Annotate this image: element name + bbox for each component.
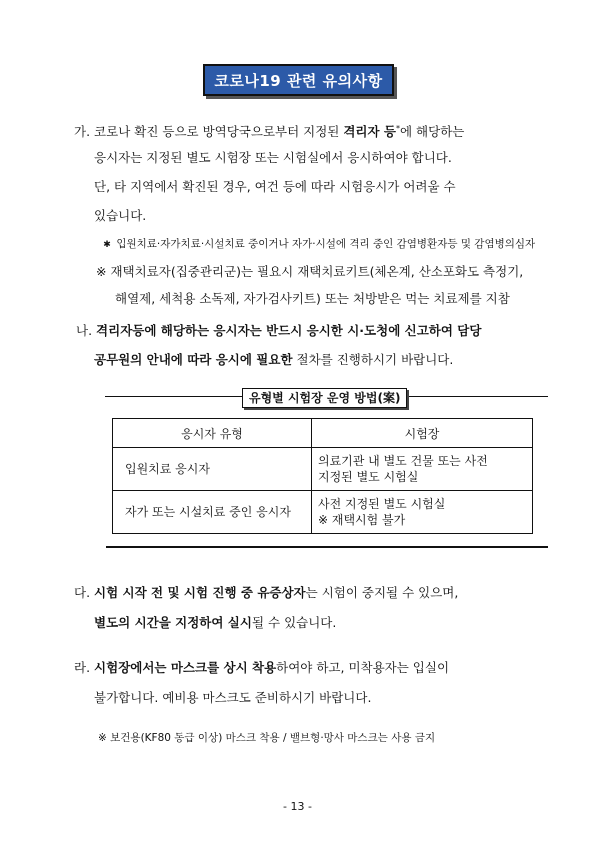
table-cell-site — [312, 448, 533, 491]
mask-note: ※ 보건용(KF80 동급 이상) 마스크 착용 / 밸브형·망사 마스크는 사용 금지 — [98, 732, 436, 744]
note-home-treatment-2: 해열제, 세척용 소독제, 자가검사키트) 또는 처방받은 먹는 치료제를 지참 — [115, 291, 510, 306]
section-da-line-2 — [94, 615, 336, 631]
section-da-line-1 — [74, 585, 458, 601]
section-na-bold-2: 공무원의 안내에 따라 응시에 필요한 — [94, 352, 293, 367]
section-na-line-2 — [94, 352, 453, 368]
table-header-type: 응시자 유형 — [113, 419, 312, 448]
page-number: - 13 - — [283, 800, 312, 813]
section-ga-marker: 가. — [74, 124, 91, 140]
footnote-text: 입원치료·자가치료·시설치료 중이거나 자가·시설에 격리 중인 감염병환자등 및 감염병의심자 — [116, 238, 536, 250]
section-na-bold-1: 격리자등에 해당하는 응시자는 반드시 응시한 시·도청에 신고하여 담당 — [96, 323, 482, 338]
table-cell-type: 자가 또는 시설치료 중인 응시자 — [113, 491, 312, 534]
section-na-text: 절차를 진행하시기 바랍니다. — [292, 352, 454, 367]
section-da-text-2: 될 수 있습니다. — [251, 615, 337, 630]
section-da-marker: 다. — [74, 585, 91, 600]
section-ra-line-2: 불가합니다. 예비용 마스크도 준비하시기 바랍니다. — [94, 690, 372, 705]
table-header-site: 시험장 — [312, 419, 533, 448]
table-cell-site-line: 의료기관 내 별도 건물 또는 사전 — [318, 454, 488, 468]
section-ra-marker: 라. — [74, 660, 91, 675]
table-row — [113, 448, 533, 491]
section-ra-line-1 — [74, 660, 449, 676]
table-cell-site-line: 지정된 별도 시험실 — [318, 470, 419, 484]
footnote — [101, 236, 535, 253]
table-title: 유형별 시험장 운영 방법(案) — [242, 388, 407, 408]
section-ga-line-3: 단, 타 지역에서 확진된 경우, 여건 등에 따라 시험응시가 어려울 수 — [94, 179, 456, 194]
table-title-rule-right — [391, 396, 548, 397]
section-da-bold-2: 별도의 시간을 지정하여 실시 — [94, 615, 252, 630]
section-ga-line-4: 있습니다. — [94, 208, 147, 223]
footnote-mark: ✱ — [103, 240, 111, 250]
section-ga-text-end: 에 해당하는 — [400, 124, 465, 140]
table-bottom-rule — [106, 546, 548, 548]
section-na-marker: 나. — [76, 323, 93, 338]
section-ra-bold: 시험장에서는 마스크를 상시 착용 — [94, 660, 277, 675]
operation-table — [112, 418, 533, 534]
page-title: 코로나19 관련 유의사항 — [203, 64, 394, 96]
table-cell-type: 입원치료 응시자 — [113, 448, 312, 491]
table-header-row — [113, 419, 533, 448]
section-ga-bold: 격리자 등 — [343, 124, 396, 140]
table-title-rule-left — [105, 396, 242, 397]
section-ga-text: 코로나 확진 등으로 방역당국으로부터 지정된 — [94, 124, 344, 140]
section-da-bold-1: 시험 시작 전 및 시험 진행 중 유증상자 — [94, 585, 306, 600]
table-cell-site-line: ※ 재택시험 불가 — [318, 513, 406, 527]
section-da-text-1: 는 시험이 중지될 수 있으며, — [305, 585, 459, 600]
note-home-treatment-1: ※ 재택치료자(집중관리군)는 필요시 재택치료키트(체온계, 산소포화도 측정기, — [96, 264, 524, 279]
section-na-line-1 — [76, 323, 481, 339]
footnote-ref: * — [396, 124, 400, 133]
section-ga-line-1 — [74, 121, 464, 140]
table-row — [113, 491, 533, 534]
section-ra-text-1: 하여야 하고, 미착용자는 입실이 — [276, 660, 450, 675]
section-ga-line-2: 응시자는 지정된 별도 시험장 또는 시험실에서 응시하여야 합니다. — [94, 150, 452, 165]
table-cell-site-line: 사전 지정된 별도 시험실 — [318, 497, 446, 511]
table-cell-site — [312, 491, 533, 534]
